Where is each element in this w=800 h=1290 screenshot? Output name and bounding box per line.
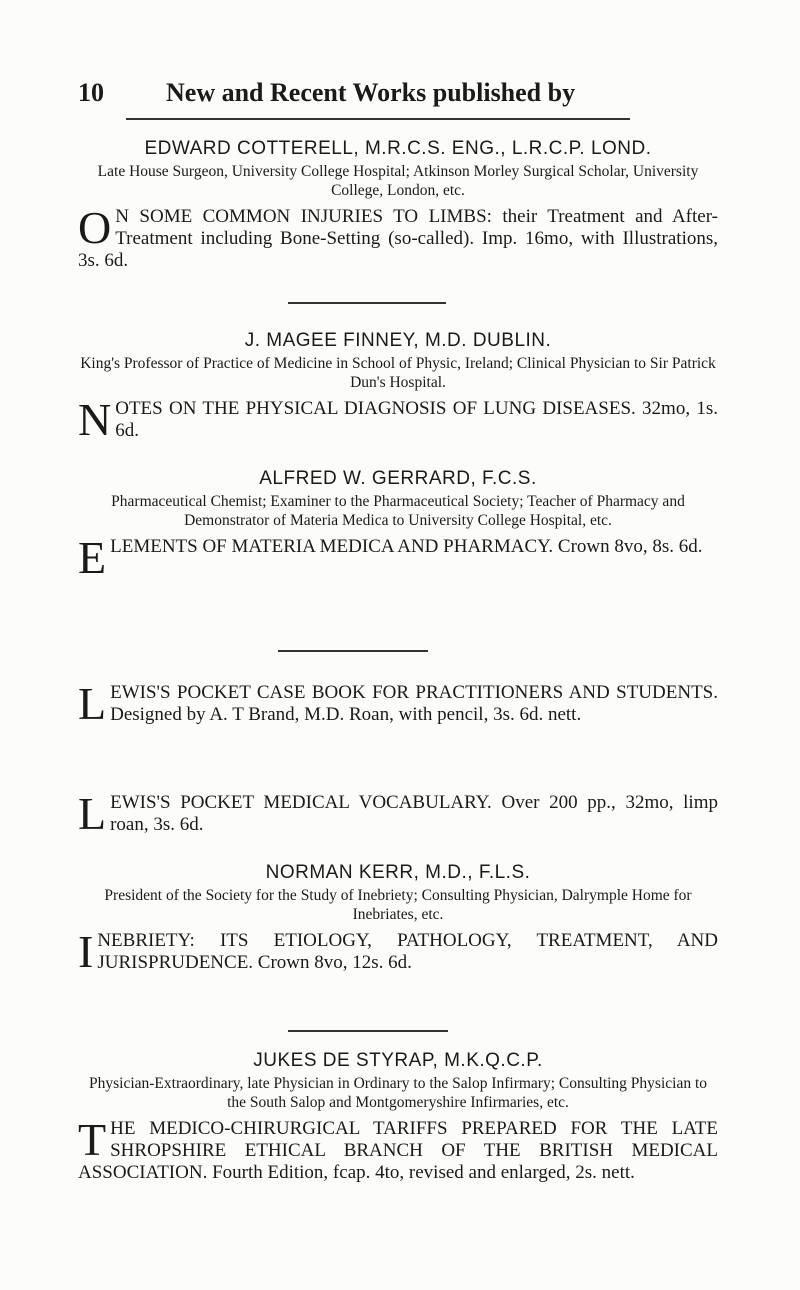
book-title-text: EWIS'S POCKET CASE BOOK FOR PRACTITIONERS AND STUDENTS. Designed by A. T Brand, M.D. Roan, with pencil, 3s. 6d. nett. [110,682,718,725]
book-title-text: LEMENTS OF MATERIA MEDICA AND PHARMACY. Crown 8vo, 8s. 6d. [110,536,703,557]
catalogue-entry [78,138,718,272]
book-title-text: NEBRIETY: ITS ETIOLOGY, PATHOLOGY, TREATMENT, AND JURISPRUDENCE. Crown 8vo, 12s. 6d. [97,930,718,973]
catalogue-page [78,0,718,1290]
author-credentials: President of the Society for the Study of Inebriety; Consulting Physician, Dalrymple Home for Inebriates, etc. [104,887,692,923]
book-title-text: EWIS'S POCKET MEDICAL VOCABULARY. Over 200 pp., 32mo, limp roan, 3s. 6d. [110,792,718,835]
author-name: ALFRED W. GERRARD, F.C.S. [259,468,537,489]
drop-cap: E [78,532,107,583]
book-title-text: HE MEDICO-CHIRURGICAL TARIFFS PREPARED FOR THE LATE SHROPSHIRE ETHICAL BRANCH OF THE BRITISH MEDICAL ASSOCIATION. Fourth Edition, fcap. 4to, revised and enlarged, 2s. nett. [78,1118,718,1183]
author-name: JUKES DE STYRAP, M.K.Q.C.P. [253,1050,543,1071]
drop-cap: N [78,394,112,445]
catalogue-entry [78,330,718,445]
drop-cap: I [78,926,94,977]
page-header [78,78,718,110]
author-name: NORMAN KERR, M.D., F.L.S. [265,862,531,883]
author-name: EDWARD COTTERELL, M.R.C.S. ENG., L.R.C.P. LOND. [144,138,652,159]
book-title [78,678,718,729]
drop-cap: L [78,788,107,839]
section-divider [288,1030,448,1032]
book-title [78,532,718,583]
running-title: New and Recent Works published by [166,78,576,107]
drop-cap: L [78,678,107,729]
catalogue-entry [78,1050,718,1184]
section-divider [278,650,428,652]
page-number: 10 [78,78,104,107]
book-title [78,202,718,272]
book-title [78,394,718,445]
book-title-text: OTES ON THE PHYSICAL DIAGNOSIS OF LUNG DISEASES. 32mo, 1s. 6d. [115,398,718,441]
catalogue-entry [78,676,718,729]
book-title [78,926,718,977]
drop-cap: T [78,1114,107,1165]
author-credentials: Physician-Extraordinary, late Physician in Ordinary to the Salop Infirmary; Consulting Physician to the South Salop and Montgomeryshire Infirmaries, etc. [88,1075,708,1111]
author-credentials: Late House Surgeon, University College Hospital; Atkinson Morley Surgical Scholar, University College, London, etc. [97,163,699,199]
author-credentials: King's Professor of Practice of Medicine in School of Physic, Ireland; Clinical Physician to Sir Patrick Dun's Hospital. [80,355,716,391]
section-divider [288,302,446,304]
book-title [78,1114,718,1184]
catalogue-entry [78,468,718,583]
author-credentials: Pharmaceutical Chemist; Examiner to the Pharmaceutical Society; Teacher of Pharmacy and Demonstrator of Materia Medica to University College Hospital, etc. [111,493,685,529]
book-title-text: N SOME COMMON INJURIES TO LIMBS: their Treatment and After-Treatment including Bone-Setting (so-called). Imp. 16mo, with Illustrations, 3s. 6d. [78,206,718,271]
catalogue-entry [78,862,718,977]
book-title [78,788,718,839]
drop-cap: O [78,202,112,253]
header-rule [126,118,630,120]
catalogue-entry [78,786,718,839]
author-name: J. MAGEE FINNEY, M.D. DUBLIN. [244,330,552,351]
